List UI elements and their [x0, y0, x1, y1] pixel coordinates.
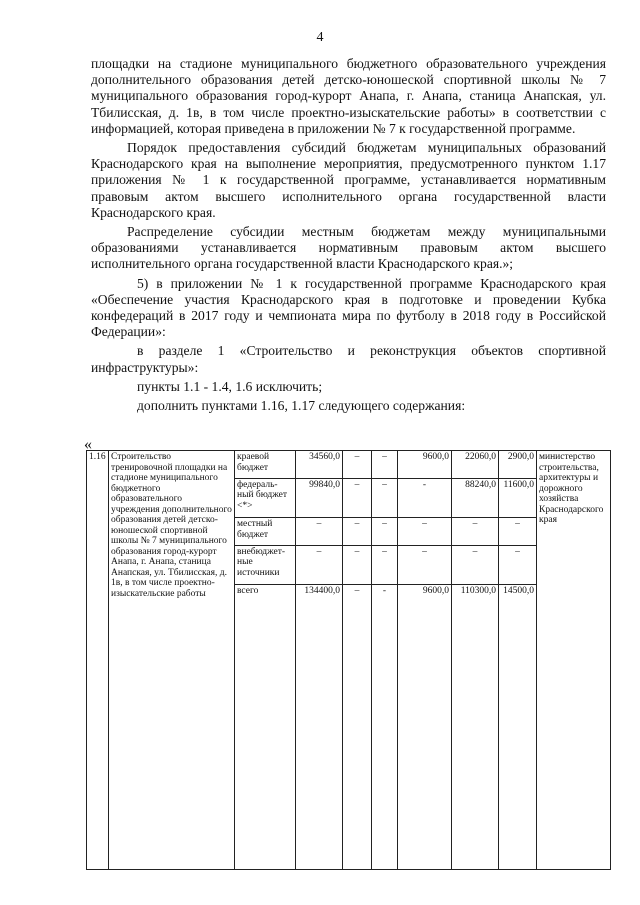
value-cell: 9600,0 [398, 585, 452, 870]
item-name: Строительство тренировочной площадки на стадионе муниципального бюджетного образовательного учреждения дополнительного образования детей детско-юношеской спортивной школы № 7 муниципального образования город-курорт Анапа, г. Анапа, станица Анапская, ул. Тбилисская, д. 1в, в том числе проектно-изыскательские работы [109, 451, 235, 870]
paragraph: пункты 1.1 - 1.4, 1.6 исключить; [137, 378, 323, 394]
value-cell: 11600,0 [499, 478, 537, 518]
value-cell: – [343, 585, 372, 870]
value-cell: – [372, 478, 398, 518]
paragraph: площадки на стадионе муниципального бюджетного образовательного учреждения дополнительного образования детей детско-юношеской спортивной школы № 7 муниципального образования город-курорт Анапа, г. Анапа, станица Анапская, ул. Тбилисская, д. 1в, в том числе проектно-изыскательские работы» в соответствии с информацией, которая приведена в приложении № 7 к государственной программе. [91, 56, 606, 136]
total-cell: 134400,0 [296, 585, 343, 870]
total-cell: – [296, 518, 343, 546]
value-cell: – [398, 518, 452, 546]
value-cell: 9600,0 [398, 451, 452, 479]
value-cell: – [398, 545, 452, 585]
value-cell: – [372, 518, 398, 546]
total-cell: 34560,0 [296, 451, 343, 479]
paragraph: Распределение субсидии местным бюджетам между муниципальными образованиями устанавливается нормативным правовым актом высшего исполнительного органа государственной власти Краснодарского края.»; [91, 224, 606, 272]
value-cell: 22060,0 [452, 451, 499, 479]
page-number: 4 [316, 30, 324, 45]
value-cell: – [452, 518, 499, 546]
source-cell: краевой бюджет [235, 451, 296, 479]
value-cell: – [343, 518, 372, 546]
source-cell: федераль-ный бюджет <*> [235, 478, 296, 518]
value-cell: – [499, 545, 537, 585]
value-cell: – [452, 545, 499, 585]
total-cell: 99840,0 [296, 478, 343, 518]
value-cell: – [499, 518, 537, 546]
paragraph: в разделе 1 «Строительство и реконструкция объектов спортивной инфраструктуры»: [91, 343, 606, 375]
financing-table [86, 450, 611, 870]
source-cell: местный бюджет [235, 518, 296, 546]
paragraph: дополнить пунктами 1.16, 1.17 следующего содержания: [137, 398, 466, 414]
value-cell: 2900,0 [499, 451, 537, 479]
value-cell: – [343, 545, 372, 585]
table-row [87, 451, 611, 479]
executor-cell: министерство строительства, архитектуры и дорожного хозяйства Краснодарского края [537, 451, 611, 870]
value-cell: - [372, 585, 398, 870]
value-cell: 14500,0 [499, 585, 537, 870]
value-cell: - [398, 478, 452, 518]
source-cell: внебюджет-ные источники [235, 545, 296, 585]
total-cell: – [296, 545, 343, 585]
value-cell: 88240,0 [452, 478, 499, 518]
body-text [91, 56, 606, 417]
value-cell: 110300,0 [452, 585, 499, 870]
paragraph: 5) в приложении № 1 к государственной программе Краснодарского края «Обеспечение участия Краснодарского края в подготовке и проведении Кубка конфедераций в 2017 году и чемпионата мира по футболу в 2018 году в Российской Федерации»: [91, 275, 606, 340]
item-number: 1.16 [87, 451, 109, 870]
value-cell: – [372, 451, 398, 479]
opening-quote: « [84, 436, 92, 453]
paragraph: Порядок предоставления субсидий бюджетам муниципальных образований Краснодарского края на выполнение мероприятия, предусмотренного пунктом 1.17 приложения № 1 к государственной программе, устанавливается нормативным правовым актом высшего исполнительного органа государственной власти Краснодарского края. [91, 140, 606, 220]
value-cell: – [372, 545, 398, 585]
value-cell: – [343, 478, 372, 518]
value-cell: – [343, 451, 372, 479]
source-cell: всего [235, 585, 296, 870]
